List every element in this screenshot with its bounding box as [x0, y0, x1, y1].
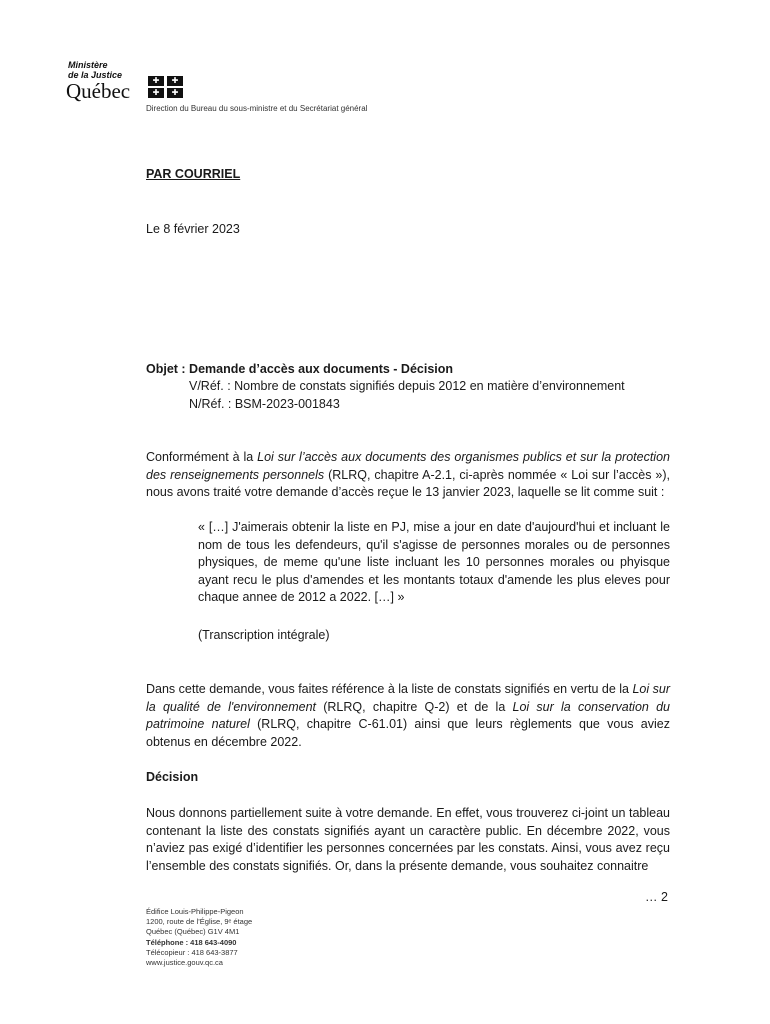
- reference-paragraph: Dans cette demande, vous faites référence à la liste de constats signifiés en vertu de la Loi sur la qualité de l'environnement (RLRQ, chapitre Q-2) et de la Loi sur la conservation du patrimoine naturel (RLRQ, chapitre C-61.01) ainsi que leurs règlements que vous aviez obtenus en décembre 2022.: [146, 682, 670, 749]
- ministry-line-2: de la Justice: [68, 70, 123, 80]
- department-line: Direction du Bureau du sous-ministre et du Secrétariat général: [146, 104, 368, 113]
- transcription-note: (Transcription intégrale): [198, 628, 330, 642]
- reference-block: [189, 378, 625, 413]
- law-title: Loi sur l’accès aux documents des organismes publics et sur la protection des renseignements personnels: [146, 450, 670, 482]
- page-continuation: … 2: [645, 890, 668, 904]
- our-reference: N/Réf. : BSM-2023-001843: [189, 396, 340, 411]
- footer-website[interactable]: www.justice.gouv.qc.ca: [146, 958, 223, 968]
- subject-title: Objet : Demande d’accès aux documents - Décision: [146, 362, 454, 376]
- footer-street: 1200, route de l’Église, 9ᵉ étage: [146, 917, 253, 927]
- footer-city: Québec (Québec) G1V 4M1: [146, 927, 240, 937]
- decision-heading: Décision: [146, 770, 199, 784]
- footer-phone: Téléphone : 418 643-4090: [146, 937, 237, 947]
- intro-paragraph: Conformément à la Loi sur l’accès aux documents des organismes publics et sur la protection des renseignements personnels (RLRQ, chapitre A-2.1, ci-après nommée « Loi sur l’accès »), nous avons traité votre demande d’accès reçue le 13 janvier 2023, laquelle se lit comme suit :: [146, 450, 670, 499]
- footer-building: Édifice Louis-Philippe-Pigeon: [146, 907, 244, 916]
- footer-fax: Télécopieur : 418 643-3877: [146, 947, 238, 957]
- quebec-flag-icon: ✚ ✚ ✚ ✚: [148, 76, 183, 98]
- request-quote: « […] J'aimerais obtenir la liste en PJ, mise a jour en date d'aujourd'hui et incluant le nom de tous les defendeurs, qu'il s'agisse de personnes morales ou de personnes physiques, de meme qu'une liste incluant les 10 personnes morales ou phyisque ayant recu le plus d'amendes et les montants totaux d'amende les plus eleves pour chaque annee de 2012 a 2022. […] »: [198, 520, 670, 604]
- delivery-method: PAR COURRIEL: [146, 167, 241, 181]
- law-title-2: Loi sur la conservation du patrimoine naturel: [146, 699, 670, 731]
- ministry-name: [68, 60, 122, 80]
- footer-address: [146, 907, 252, 968]
- letter-date: Le 8 février 2023: [146, 222, 240, 236]
- ministry-line-1: Ministère: [68, 60, 108, 70]
- your-reference: V/Réf. : Nombre de constats signifiés depuis 2012 en matière d’environnement: [189, 379, 625, 393]
- quebec-wordmark: Québec: [66, 79, 131, 103]
- decision-paragraph: Nous donnons partiellement suite à votre demande. En effet, vous trouverez ci-joint un tableau contenant la liste des constats signifiés ayant un caractère public. En décembre 2022, vous n’aviez pas exigé d’identifier les personnes concernées par les constats. Ainsi, vous avez reçu l’ensemble des constats signifiés. Or, dans la présente demande, vous souhaitez connaitre: [146, 806, 670, 873]
- law-title-1: Loi sur la qualité de l'environnement: [146, 682, 670, 714]
